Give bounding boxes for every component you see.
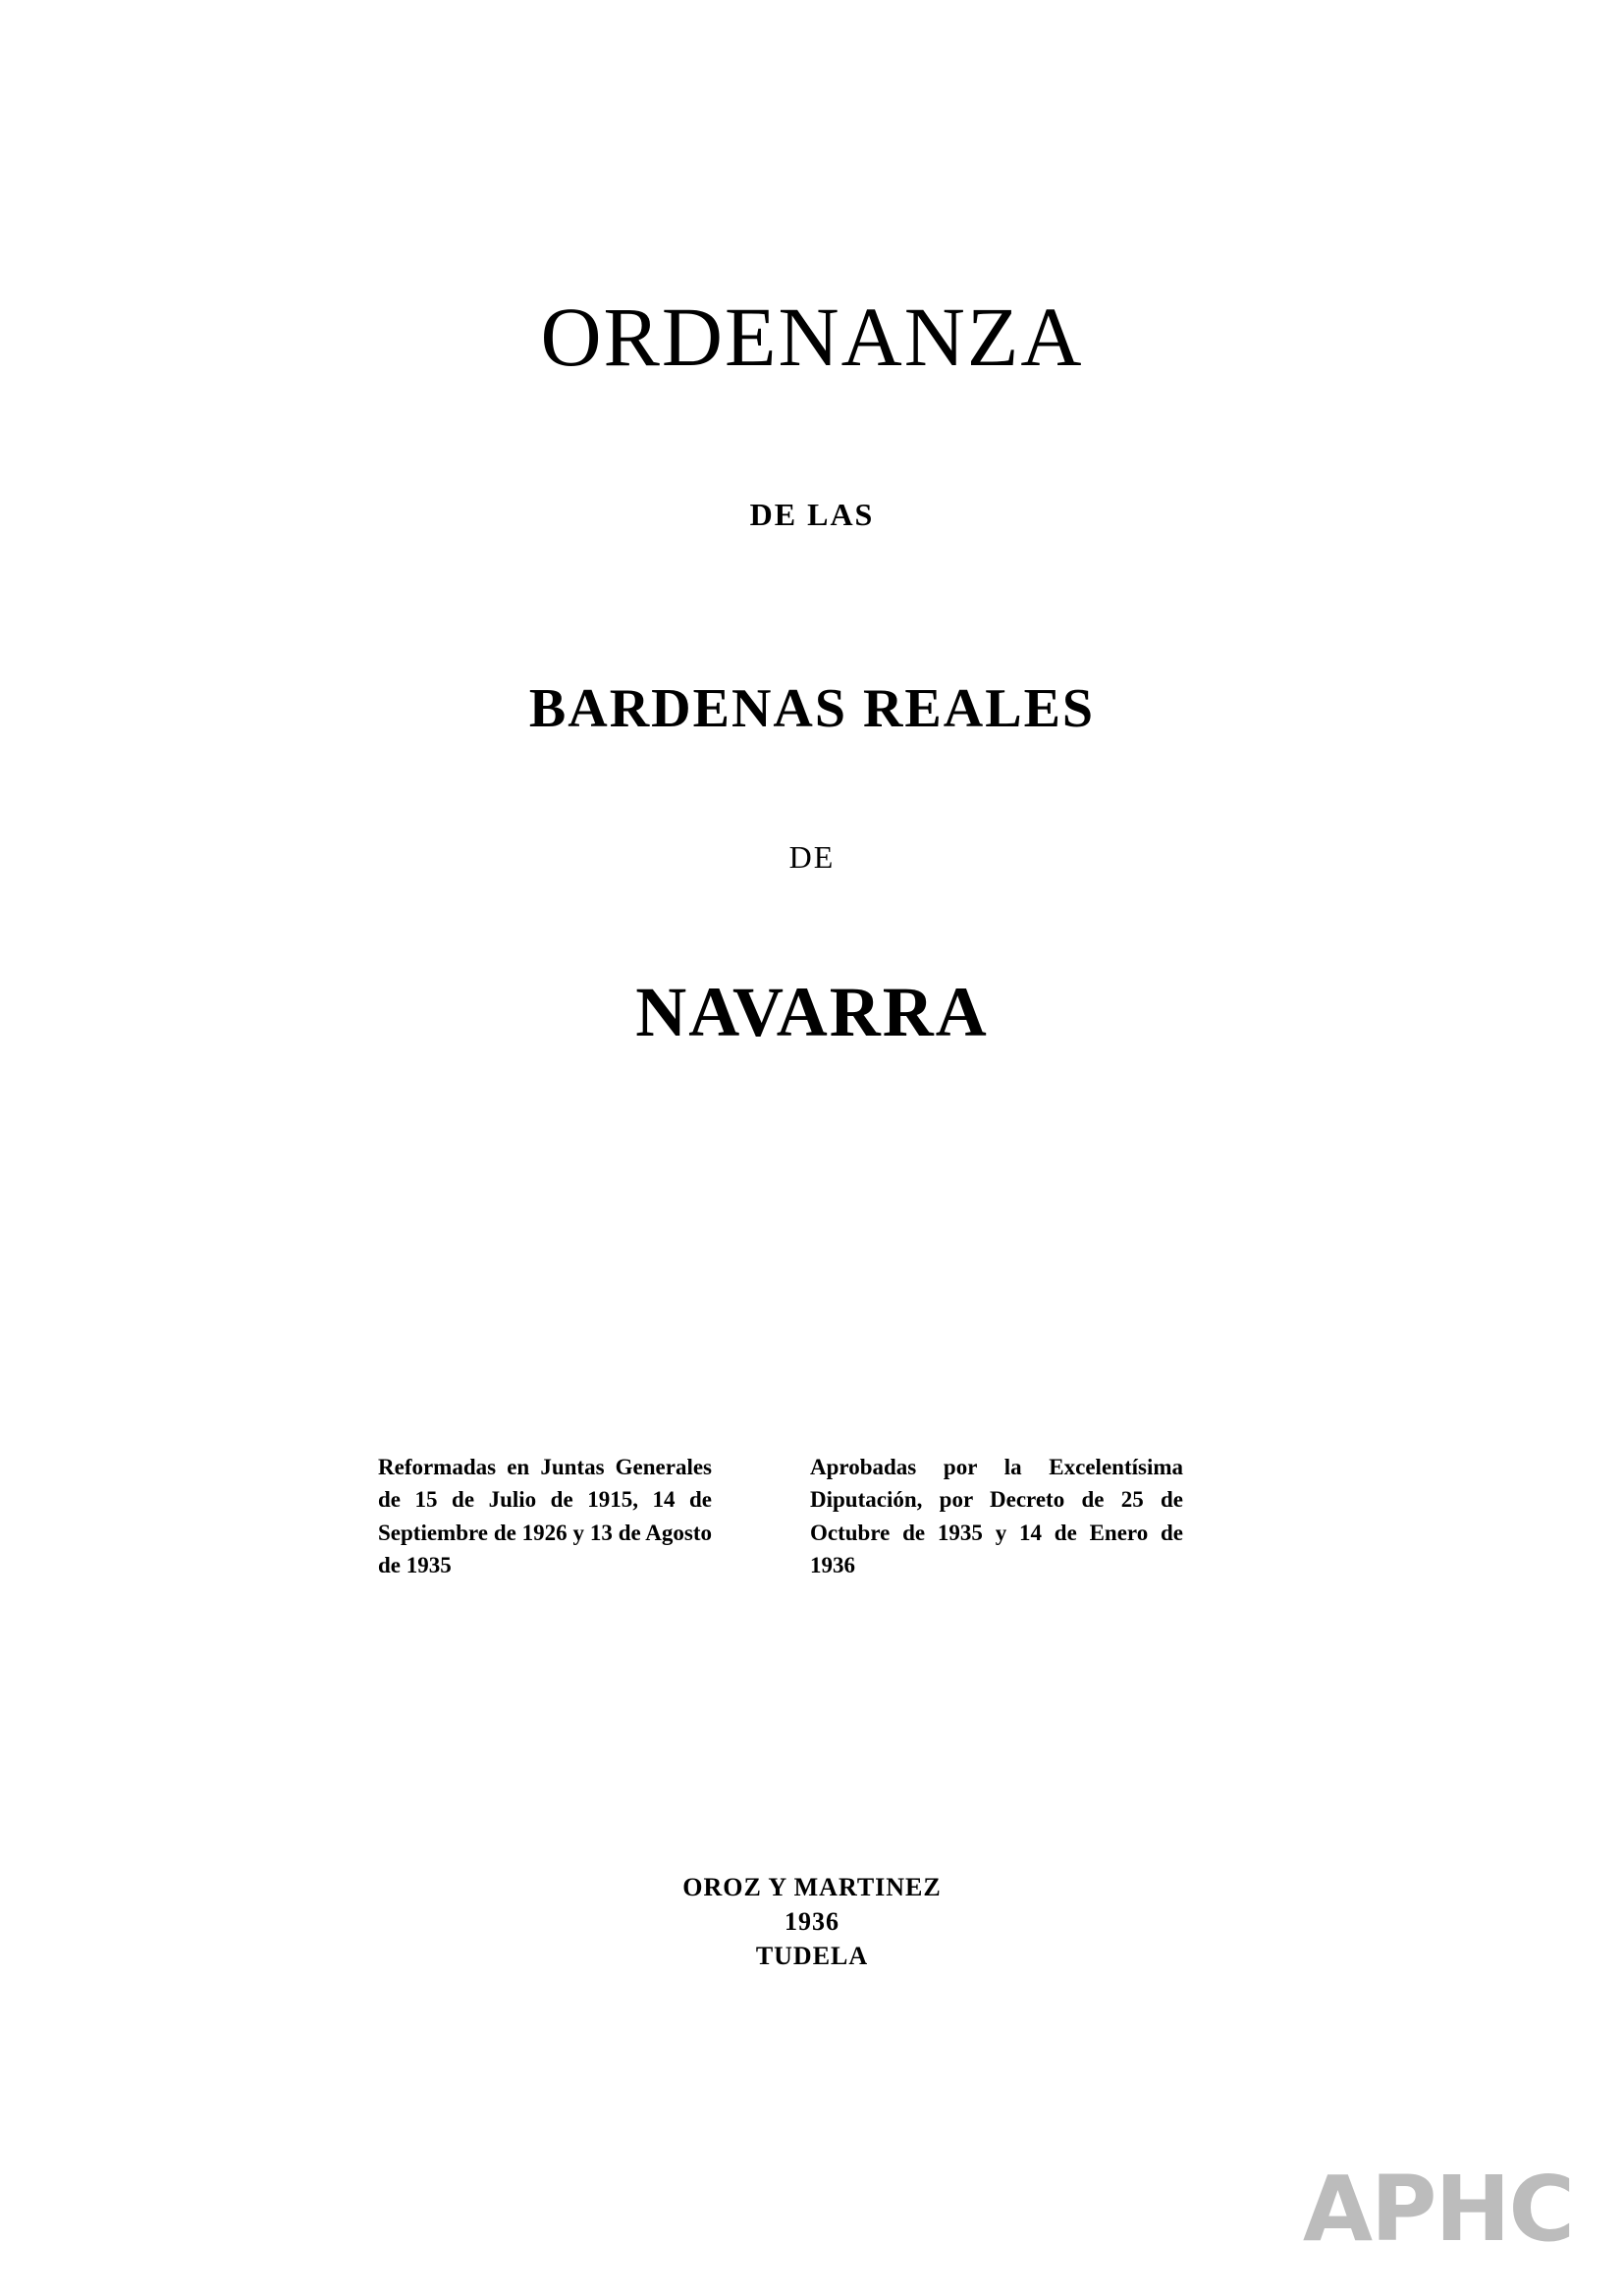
aphc-watermark: APHC (1302, 2157, 1573, 2262)
imprint-publisher: OROZ Y MARTINEZ (682, 1873, 942, 1901)
subtitle-de: DE (788, 839, 836, 875)
note-aprobadas: Aprobadas por la Excelentísima Diputación, por Decreto de 25 de Octubre de 1935 y 14 de Enero de 1936 (810, 1455, 1183, 1578)
notes-block (378, 1451, 1242, 1581)
imprint-year: 1936 (785, 1907, 839, 1937)
title-bardenas-reales: BARDENAS REALES (528, 678, 1096, 739)
title-navarra: NAVARRA (635, 973, 989, 1051)
subtitle-de-las: DE LAS (749, 497, 875, 532)
note-reformadas: Reformadas en Juntas Generales de 15 de Julio de 1915, 14 de Septiembre de 1926 y 13 de Agosto de 1935 (378, 1455, 712, 1578)
imprint-city: TUDELA (755, 1942, 869, 1971)
imprint-block (0, 1870, 1624, 1973)
page-title: ORDENANZA (540, 290, 1084, 384)
